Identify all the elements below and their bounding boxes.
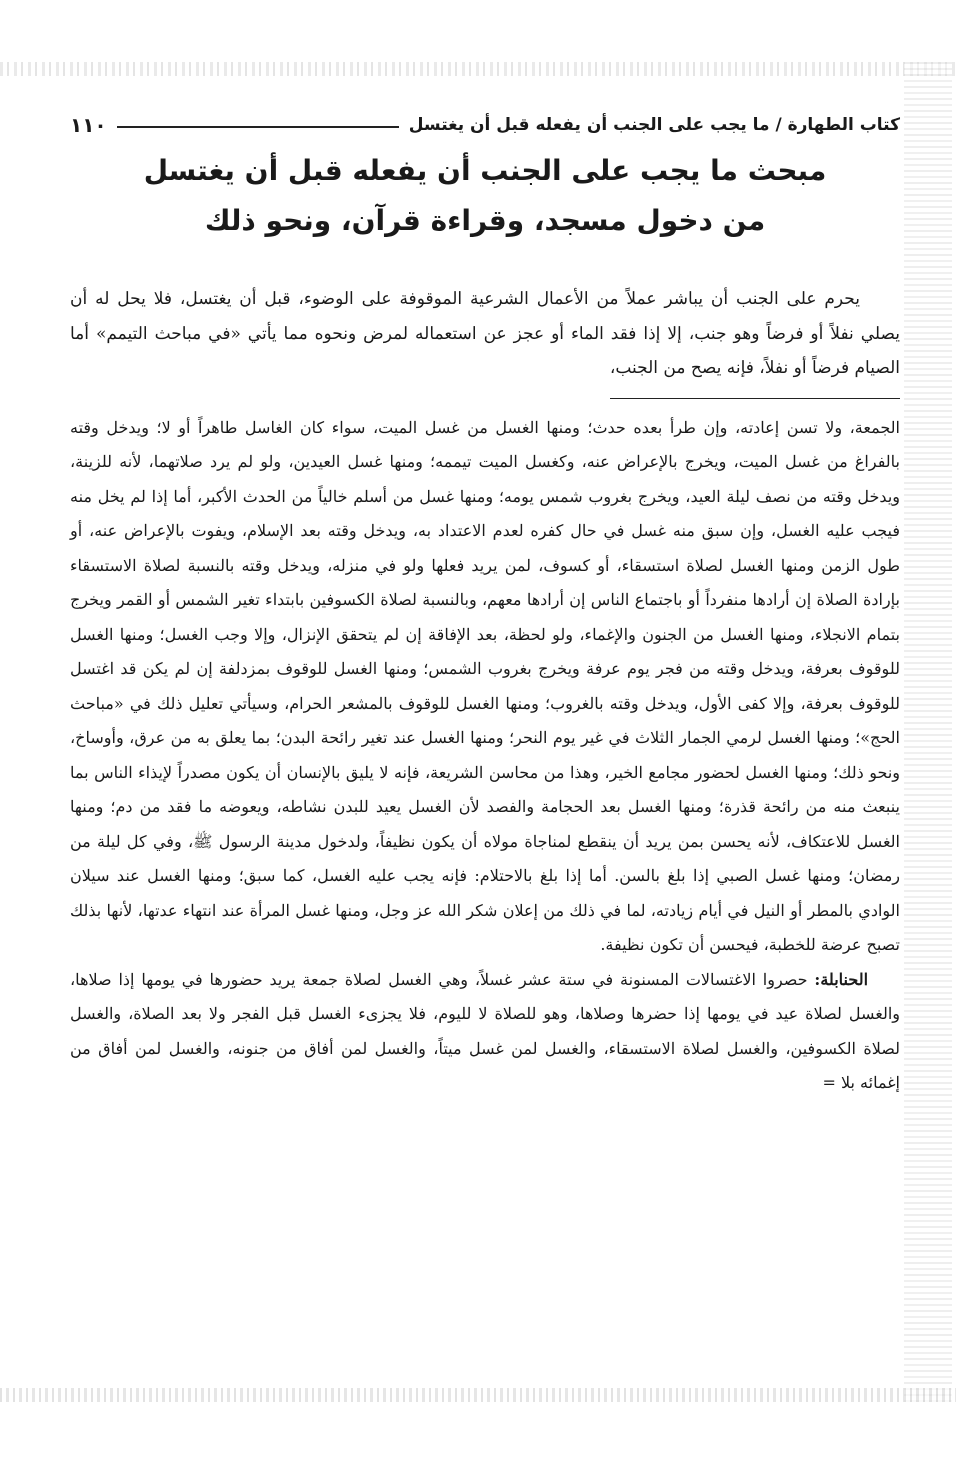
footnote-separator: [610, 398, 900, 399]
hanabila-text: حصروا الاغتسالات المسنونة في ستة عشر غسلاً، وهي الغسل لصلاة جمعة يريد حضورها في يومها إذا صلاها، والغسل لصلاة عيد في يومها إذا حضرها وصلاها، وهو للصلاة لا لليوم، فلا يجزىء الغسل قبل الفجر ولا بعد الصلاة، والغسل لصلاة الكسوفين، والغسل لصلاة الاستسقاء، والغسل لمن غسل ميتاً، والغسل لمن أفاق من جنونه، والغسل لمن أفاق من إغمائه بلا =: [70, 969, 900, 1092]
section-title: [70, 146, 900, 246]
main-text: [70, 282, 900, 386]
body-paragraph: يحرم على الجنب أن يباشر عملاً من الأعمال الشرعية الموقوفة على الوضوء، قبل أن يغتسل، فلا يحل له أن يصلي نفلاً أو فرضاً وهو جنب، إلا إذا فقد الماء أو عجز عن استعماله لمرض ونحوه مما يأتي «في مباحث التيمم» أما الصيام فرضاً أو نفلاً، فإنه يصح من الجنب،: [70, 289, 900, 378]
title-line-2: من دخول مسجد، وقراءة قرآن، ونحو ذلك: [204, 204, 766, 237]
page-number: ١١٠: [70, 113, 107, 137]
scan-edge-bottom: [0, 1388, 956, 1402]
running-header: [70, 110, 900, 140]
book-page: [70, 110, 900, 1101]
scan-edge-right: [904, 62, 952, 1402]
footnote-paragraph-1: الجمعة، ولا تسن إعادته، وإن طرأ بعده حدث؛ ومنها الغسل من غسل الميت، سواء كان الغاسل طاهراً أو لا؛ ويدخل وقته بالفراغ من غسل الميت، ويخرج بالإعراض عنه، وكغسل الميت تيممه؛ ومنها غسل العيدين، ولو لم يرد صلاتهما، لأنه للزينة، ويدخل وقته من نصف ليلة العيد، ويخرج بغروب شمس يومه؛ ومنها غسل من أسلم خالياً من الحدث الأكبر، أما إذا لم يخل منه فيجب عليه الغسل، وإن سبق منه غسل في حال كفره لعدم الاعتداد به، ويدخل وقته بعد الإسلام، ويفوت بالإعراض عنه، أو طول الزمن ومنها الغسل لصلاة استسقاء، أو كسوف، لمن يريد فعلها ولو في منزله، ويدخل وقته بالنسبة لصلاة الاستسقاء بإرادة الصلاة إن أرادها منفرداً أو باجتماع الناس إن أرادها معهم، وبالنسبة لصلاة الكسوفين بابتداء تغير الشمس أو القمر ويخرج بتمام الانجلاء، ومنها الغسل من الجنون والإغماء، ولو لحظة، بعد الإفاقة إن لم يتحقق الإنزال، وإلا وجب الغسل؛ ومنها الغسل للوقوف بعرفة، ويدخل وقته من فجر يوم عرفة ويخرج بغروب الشمس؛ ومنها الغسل للوقوف بمزدلفة إن لم يكن قد اغتسل للوقوف بعرفة، وإلا كفى الأول، ويدخل وقته بالغروب؛ ومنها الغسل للوقوف بالمشعر الحرام، وسيأتي تعليل ذلك في «مباحث الحج»؛ ومنها الغسل لرمي الجمار الثلاث في غير يوم النحر؛ ومنها الغسل عند تغير رائحة البدن؛ بما يعلق به من عرق، وأوساخ، ونحو ذلك؛ ومنها الغسل لحضور مجامع الخير، وهذا من محاسن الشريعة، فإنه لا يليق بالإنسان أن يكون مصدراً لإيذاء الناس بما ينبعث منه من رائحة قذرة؛ ومنها الغسل بعد الحجامة والفصد لأن الغسل يعيد للبدن نشاطه، ويعوضه ما فقد من دم؛ ومنها الغسل للاعتكاف، لأنه يحسن بمن يريد أن ينقطع لمناجاة مولاه أن يكون نظيفاً، ولدخول مدينة الرسول ﷺ، وفي كل ليلة من رمضان؛ ومنها غسل الصبي إذا بلغ بالسن. أما إذا بلغ بالاحتلام: فإنه يجب عليه الغسل، كما سبق؛ ومنها الغسل عند سيلان الوادي بالمطر أو النيل في أيام زيادته، لما في ذلك من إعلان شكر الله عز وجل، ومنها غسل المرأة عند انتهاء عدتها، لأنها بذلك تصبح عرضة للخطبة، فيحسن أن تكون نظيفة.: [70, 417, 901, 954]
title-line-1: مبحث ما يجب على الجنب أن يفعله قبل أن يغتسل: [143, 154, 827, 187]
running-title: كتاب الطهارة / ما يجب على الجنب أن يفعله قبل أن يغتسل: [408, 115, 900, 135]
hanabila-label: الحنابلة:: [814, 969, 869, 989]
footnote-paragraph-2: [70, 963, 900, 1101]
footnote: [70, 411, 900, 1101]
header-rule: [117, 126, 399, 128]
scan-edge-top: [0, 62, 956, 76]
